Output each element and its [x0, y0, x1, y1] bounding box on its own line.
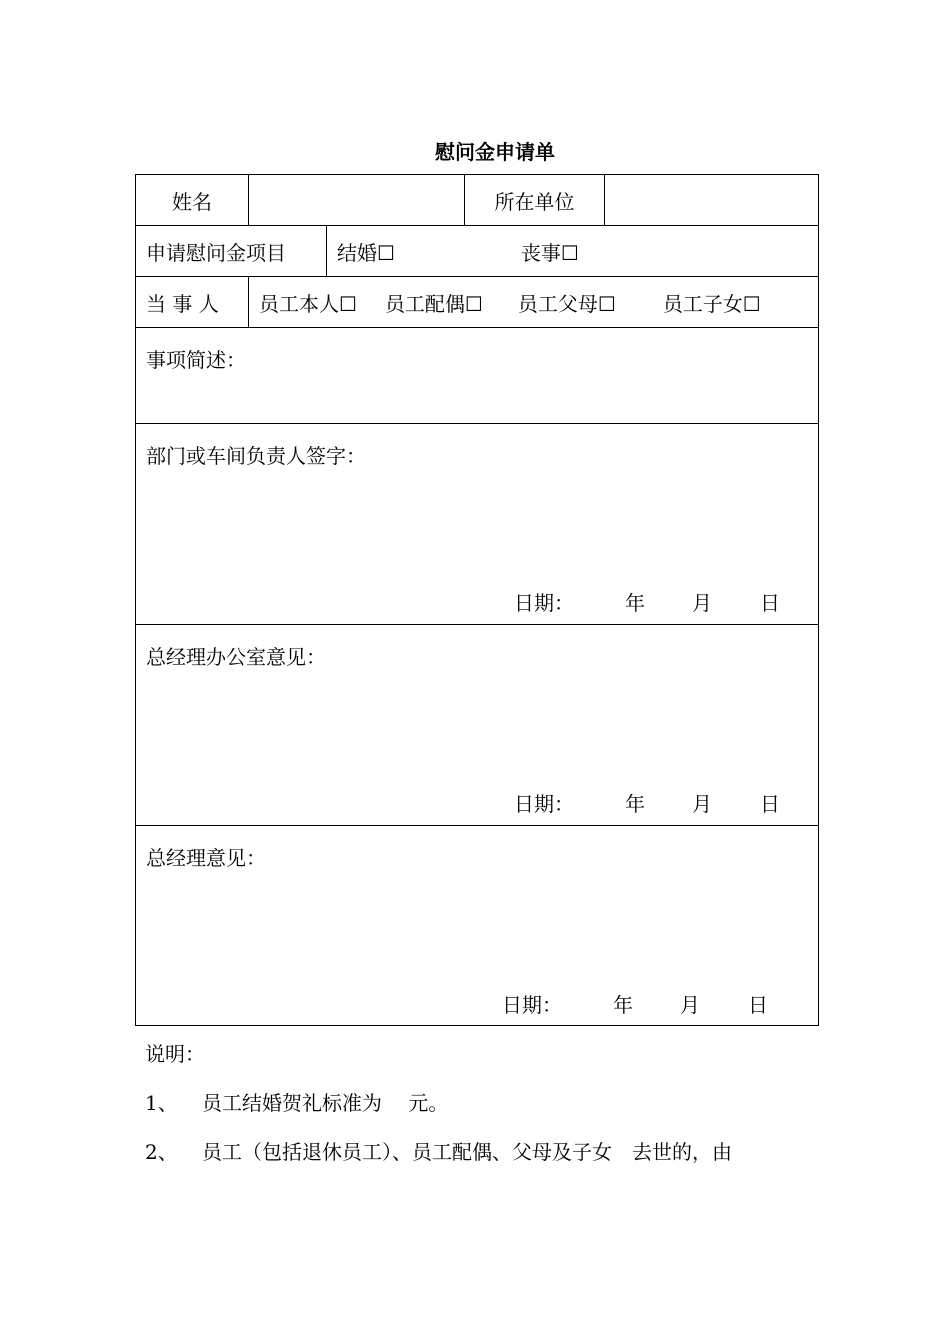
date-label: 日期：	[514, 591, 574, 615]
unit-label: 所在单位	[465, 175, 605, 226]
marriage-checkbox[interactable]: 结婚☐	[337, 240, 395, 265]
row-name-unit	[136, 175, 819, 226]
office-opinion-cell[interactable]	[136, 625, 819, 826]
row-description	[136, 328, 819, 424]
date-label: 日期：	[514, 792, 574, 816]
employee-children-checkbox[interactable]: 员工子女☐	[662, 291, 761, 316]
employee-self-checkbox[interactable]: 员工本人☐	[259, 291, 357, 316]
year-label: 年	[625, 792, 645, 816]
note-text: 员工（包括退休员工）、员工配偶、父母及子女 去世的，由	[202, 1140, 732, 1164]
form-title: 慰问金申请单	[435, 140, 555, 164]
day-label: 日	[760, 792, 780, 816]
note-text: 员工结婚贺礼标准为 元。	[202, 1091, 449, 1115]
application-form-table	[135, 174, 819, 1026]
row-office-opinion	[136, 625, 819, 826]
row-gm-opinion	[136, 826, 819, 1026]
name-label: 姓名	[136, 175, 249, 226]
day-label: 日	[760, 591, 780, 615]
row-item-type	[136, 226, 819, 277]
dept-signature-cell[interactable]	[136, 424, 819, 625]
note-number: 1、	[145, 1091, 178, 1115]
description-label: 事项简述：	[146, 348, 246, 372]
day-label: 日	[748, 993, 768, 1017]
month-label: 月	[692, 591, 712, 615]
description-cell[interactable]	[136, 328, 819, 424]
name-field[interactable]	[249, 175, 465, 226]
row-dept-signature	[136, 424, 819, 625]
employee-spouse-checkbox[interactable]: 员工配偶☐	[384, 291, 483, 316]
gm-opinion-cell[interactable]	[136, 826, 819, 1026]
note-item-1	[145, 1087, 448, 1116]
dept-signature-label: 部门或车间负责人签字：	[146, 444, 366, 468]
item-type-label: 申请慰问金项目	[136, 226, 327, 277]
notes-heading: 说明：	[145, 1042, 205, 1066]
year-label: 年	[625, 591, 645, 615]
note-item-2	[145, 1136, 732, 1165]
party-label: 当 事 人	[136, 277, 249, 328]
item-type-options	[327, 226, 819, 277]
funeral-checkbox[interactable]: 丧事☐	[520, 240, 579, 265]
party-options	[249, 277, 819, 328]
office-opinion-label: 总经理办公室意见：	[146, 645, 326, 669]
employee-parents-checkbox[interactable]: 员工父母☐	[517, 291, 616, 316]
year-label: 年	[613, 993, 633, 1017]
date-label: 日期：	[502, 993, 562, 1017]
gm-opinion-label: 总经理意见：	[146, 846, 266, 870]
unit-field[interactable]	[605, 175, 819, 226]
row-party	[136, 277, 819, 328]
note-number: 2、	[145, 1140, 178, 1164]
month-label: 月	[680, 993, 700, 1017]
month-label: 月	[692, 792, 712, 816]
